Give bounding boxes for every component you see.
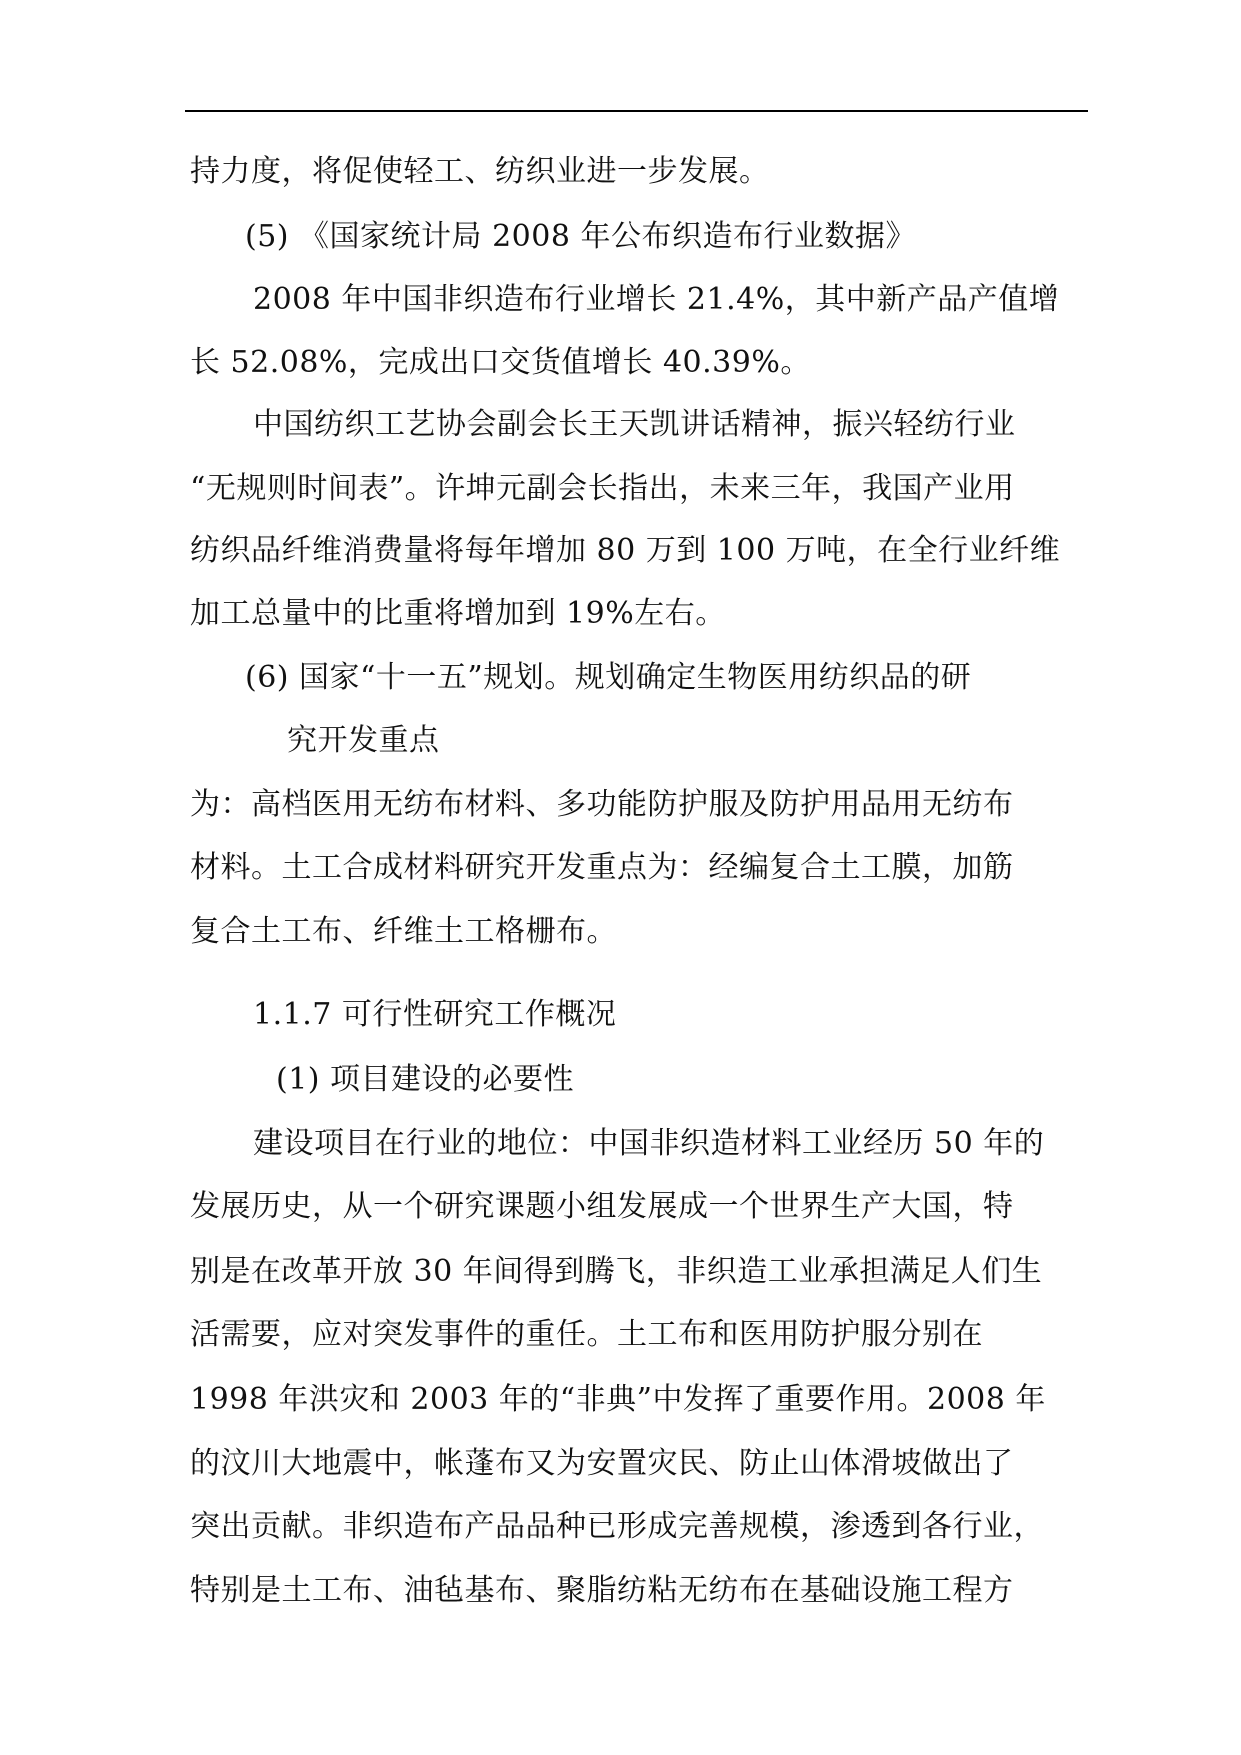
text-line: 活需要，应对突发事件的重任。土工布和医用防护服分别在 [190, 1317, 983, 1352]
text-line: (6) 国家“十一五”规划。规划确定生物医用纺织品的研 [245, 660, 972, 695]
text-line: 加工总量中的比重将增加到 19%左右。 [190, 596, 726, 631]
text-line: 1998 年洪灾和 2003 年的“非典”中发挥了重要作用。2008 年 [190, 1382, 1046, 1417]
text-line: 复合土工布、纤维土工格栅布。 [190, 914, 617, 949]
text-line: “无规则时间表”。许坤元副会长指出，未来三年，我国产业用 [190, 471, 1015, 506]
header-rule [185, 110, 1088, 112]
subsection-heading: (1) 项目建设的必要性 [276, 1062, 575, 1097]
text-line: 突出贡献。非织造布产品品种已形成完善规模，渗透到各行业， [190, 1509, 1044, 1544]
text-line: 材料。土工合成材料研究开发重点为：经编复合土工膜，加筋 [190, 850, 1014, 885]
text-line: 中国纺织工艺协会副会长王天凯讲话精神，振兴轻纺行业 [253, 407, 1016, 442]
text-line: 建设项目在行业的地位：中国非织造材料工业经历 50 年的 [253, 1126, 1045, 1161]
text-line: 2008 年中国非织造布行业增长 21.4%，其中新产品产值增 [253, 282, 1060, 317]
text-line: 究开发重点 [287, 723, 440, 758]
text-line: 发展历史，从一个研究课题小组发展成一个世界生产大国，特 [190, 1189, 1014, 1224]
text-line: (5) 《国家统计局 2008 年公布织造布行业数据》 [245, 219, 916, 254]
text-line: 别是在改革开放 30 年间得到腾飞，非织造工业承担满足人们生 [190, 1254, 1043, 1289]
text-line: 持力度，将促使轻工、纺织业进一步发展。 [190, 154, 770, 189]
text-line: 特别是土工布、油毡基布、聚脂纺粘无纺布在基础设施工程方 [190, 1573, 1014, 1608]
text-line: 纺织品纤维消费量将每年增加 80 万到 100 万吨，在全行业纤维 [190, 533, 1061, 568]
text-line: 长 52.08%，完成出口交货值增长 40.39%。 [190, 345, 811, 380]
text-line: 的汶川大地震中，帐蓬布又为安置灾民、防止山体滑坡做出了 [190, 1446, 1014, 1481]
text-line: 为：高档医用无纺布材料、多功能防护服及防护用品用无纺布 [190, 787, 1014, 822]
section-heading: 1.1.7 可行性研究工作概况 [253, 997, 617, 1032]
